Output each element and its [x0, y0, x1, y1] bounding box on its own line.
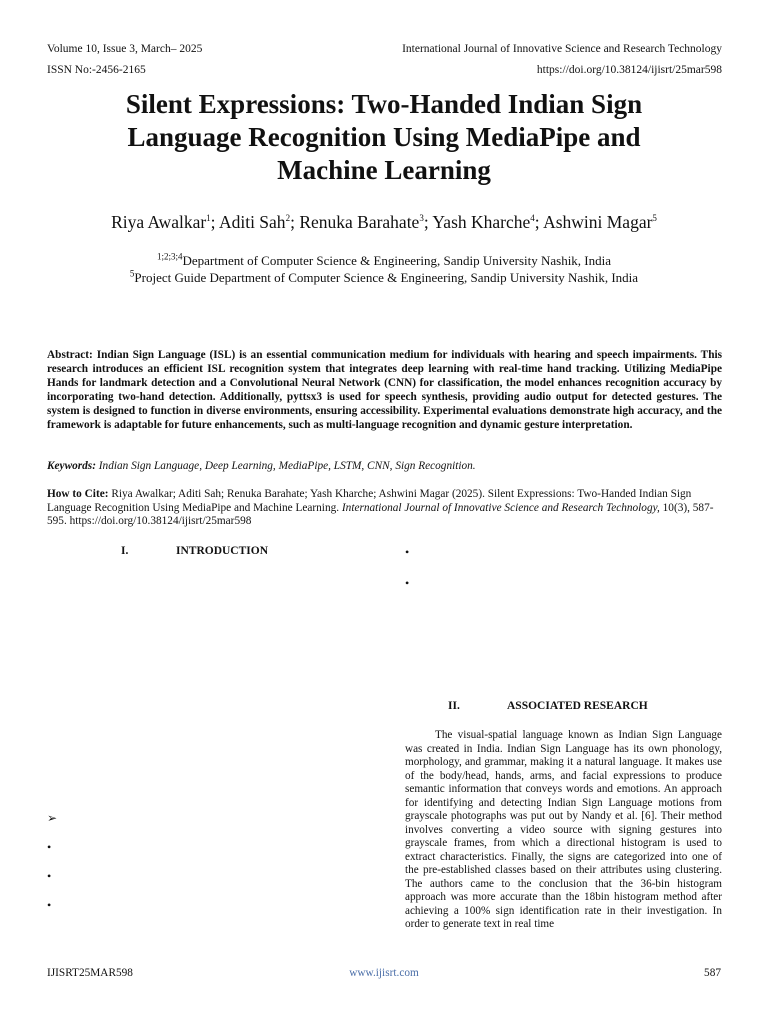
keywords: [47, 460, 722, 472]
section-number-intro: I.: [121, 545, 129, 557]
author-sup: 5: [652, 213, 657, 224]
author-name: Ashwini Magar: [543, 212, 653, 232]
author-name: Renuka Barahate: [299, 212, 420, 232]
author-sup: 3: [419, 213, 424, 224]
author-sep: ;: [210, 212, 219, 232]
footer-paper-id: IJISRT25MAR598: [47, 967, 133, 979]
abstract-label: Abstract:: [47, 349, 93, 361]
affiliation-1: [0, 253, 768, 269]
footer-website-link[interactable]: www.ijisrt.com: [349, 967, 419, 979]
keywords-text: Indian Sign Language, Deep Learning, MediaPipe, LSTM, CNN, Sign Recognition.: [98, 460, 476, 472]
abstract-text: Indian Sign Language (ISL) is an essential communication medium for individuals with hearing and speech impairments. This research introduces an efficient ISL recognition system that integrates deep learning with real-time hand tracking. Utilizing MediaPipe Hands for landmark detection and a Convolutional Neural Network (CNN) for classification, the model enhances recognition accuracy by incorporating two-hand detection. Additionally, pyttsx3 is used for speech synthesis, providing audio output for detected gestures. The system is designed to function in diverse environments, ensuring accessibility. Experimental evaluations demonstrate high accuracy, and the framework is adaptable for future enhancements, such as multi-language recognition and dynamic gesture interpretation.: [47, 349, 723, 431]
header-journal: International Journal of Innovative Science and Research Technology: [402, 43, 722, 55]
affiliation-text: Department of Computer Science & Engineering, Sandip University Nashik, India: [182, 253, 612, 268]
bullet-point: •: [405, 545, 410, 559]
author-sep: ;: [534, 212, 544, 232]
associated-research-paragraph: [405, 729, 722, 932]
title-line-3: Machine Learning: [277, 155, 491, 185]
affiliation-sup: 1;2;3;4: [156, 251, 183, 262]
affiliation-sup: 5: [129, 268, 135, 279]
section-number-associated: II.: [448, 700, 460, 712]
author-name: Yash Kharche: [432, 212, 531, 232]
arrow-bullet: ➢: [47, 811, 58, 825]
how-to-cite: [47, 488, 722, 529]
keywords-label: Keywords:: [47, 460, 96, 472]
paper-title: [40, 88, 728, 187]
bullet-point: •: [47, 898, 52, 912]
header-issn: ISSN No:-2456-2165: [47, 64, 146, 76]
title-line-2: Language Recognition Using MediaPipe and: [127, 122, 641, 152]
author-sup: 2: [285, 213, 291, 224]
cite-journal: International Journal of Innovative Science and Research Technology,: [341, 501, 660, 514]
associated-text: The visual-spatial language known as Indian Sign Language was created in India. Indian Sign Language has its own phonology, morphology, and grammar, making it a natural language. It makes use of the body/head, hands, arms, and facial expressions to produce semantic information that conveys words and emotions. An approach for identifying and detecting Indian Sign Language motions from grayscale photographs was put out by Nandy et al. [6]. Their method involves converting a video source with signing gestures into grayscale frames, from which a directional histogram is used to extract characteristics. Finally, the signs are categorized into one of the pre-established classes based on their attributes using clustering. The authors came to the conclusion that the 36-bin histogram approach was more accurate than the 18bin histogram method after achieving a 100% sign identification rate in their investigation. In order to generate text in real time: [405, 729, 722, 930]
author-sup: 4: [530, 213, 535, 224]
bullet-point: •: [47, 869, 52, 883]
section-title-intro: INTRODUCTION: [176, 545, 269, 557]
header-doi[interactable]: https://doi.org/10.38124/ijisrt/25mar598: [536, 64, 722, 76]
cite-label: How to Cite:: [47, 488, 109, 500]
cite-text: Riya Awalkar; Aditi Sah; Renuka Barahate; Yash Kharche; Ashwini Magar (2025). Silent Expressions: Two-Handed Indian Sign Language Recognition Using MediaPipe and Machine Learning.: [47, 488, 692, 514]
affiliation-2: [0, 270, 768, 286]
author-list: [0, 212, 768, 233]
author-sup: 1: [206, 213, 211, 224]
header-volume: Volume 10, Issue 3, March– 2025: [47, 43, 203, 55]
title-line-1: Silent Expressions: Two-Handed Indian Sign: [125, 89, 643, 119]
abstract: [47, 348, 722, 432]
affiliation-text: Project Guide Department of Computer Science & Engineering, Sandip University Nashik, India: [134, 270, 639, 285]
author-sep: ;: [290, 212, 300, 232]
author-sep: ;: [423, 212, 433, 232]
bullet-point: •: [405, 576, 410, 590]
footer-page-number: 587: [704, 967, 721, 979]
author-name: Aditi Sah: [218, 212, 286, 232]
bullet-point: •: [47, 840, 52, 854]
author-name: Riya Awalkar: [111, 212, 207, 232]
section-title-associated: ASSOCIATED RESEARCH: [507, 700, 648, 712]
cite-doi[interactable]: 10(3), 587-595. https://doi.org/10.38124/ijisrt/25mar598: [47, 501, 714, 527]
